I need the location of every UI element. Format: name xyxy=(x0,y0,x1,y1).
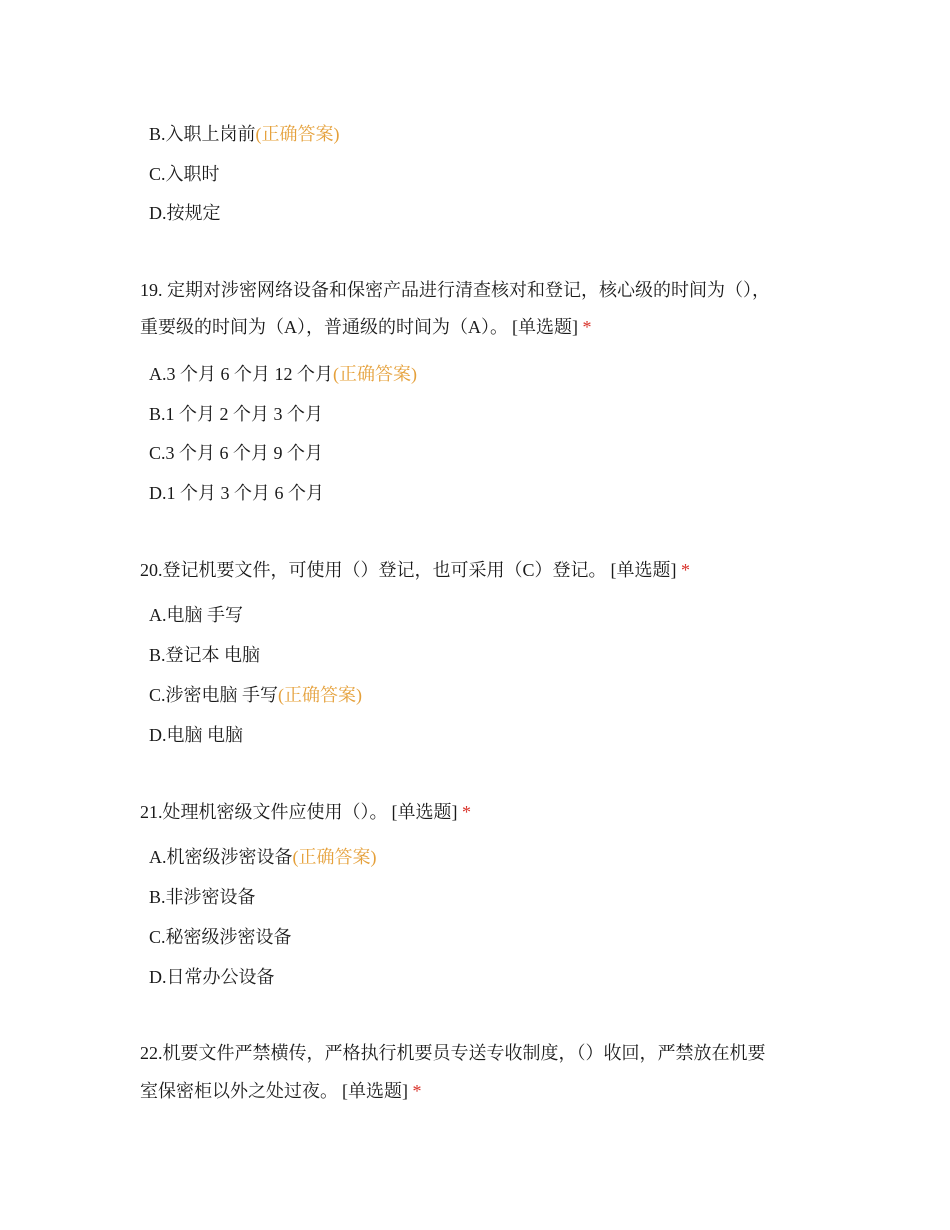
question-21-option-d: D.日常办公设备 xyxy=(149,967,275,987)
correct-answer-marker: (正确答案) xyxy=(278,685,363,705)
question-19-line-1: 19. 定期对涉密网络设备和保密产品进行清查核对和登记，核心级的时间为（）， xyxy=(140,280,770,300)
question-type: [单选题] xyxy=(512,317,578,337)
question-type: [单选题] xyxy=(391,802,458,822)
question-20-option-d: D.电脑 电脑 xyxy=(149,725,243,745)
option-b-prev: B.入职上岗前(正确答案) xyxy=(149,124,340,144)
required-marker: * xyxy=(462,802,471,822)
question-19-option-c: C.3 个月 6 个月 9 个月 xyxy=(149,443,324,463)
question-21-option-c: C.秘密级涉密设备 xyxy=(149,927,292,947)
correct-answer-marker: (正确答案) xyxy=(292,847,377,867)
required-marker: * xyxy=(582,317,592,337)
required-marker: * xyxy=(681,560,691,580)
question-20-option-c: C.涉密电脑 手写(正确答案) xyxy=(149,685,363,705)
question-20-option-b: B.登记本 电脑 xyxy=(149,645,261,665)
question-19-line-2: 重要级的时间为（A），普通级的时间为（A）。 [单选题] * xyxy=(140,317,592,337)
option-c-prev: C.入职时 xyxy=(149,164,220,184)
question-21-option-b: B.非涉密设备 xyxy=(149,887,256,907)
question-22-line-1: 22.机要文件严禁横传，严格执行机要员专送专收制度，（）收回，严禁放在机要 xyxy=(140,1043,766,1063)
option-d-prev: D.按规定 xyxy=(149,203,221,223)
question-20-line-1: 20.登记机要文件，可使用（）登记，也可采用（C）登记。 [单选题] * xyxy=(140,560,691,580)
correct-answer-marker: (正确答案) xyxy=(255,124,340,144)
question-19-option-d: D.1 个月 3 个月 6 个月 xyxy=(149,483,324,503)
question-21-line-1: 21.处理机密级文件应使用（）。 [单选题] * xyxy=(140,802,471,822)
question-19-option-b: B.1 个月 2 个月 3 个月 xyxy=(149,404,324,424)
question-type: [单选题] xyxy=(342,1081,408,1101)
required-marker: * xyxy=(412,1081,422,1101)
question-type: [单选题] xyxy=(610,560,677,580)
question-21-option-a: A.机密级涉密设备(正确答案) xyxy=(149,847,377,867)
correct-answer-marker: (正确答案) xyxy=(333,364,417,384)
question-22-line-2: 室保密柜以外之处过夜。 [单选题] * xyxy=(140,1081,422,1101)
question-19-option-a: A.3 个月 6 个月 12 个月(正确答案) xyxy=(149,364,417,384)
question-20-option-a: A.电脑 手写 xyxy=(149,605,243,625)
